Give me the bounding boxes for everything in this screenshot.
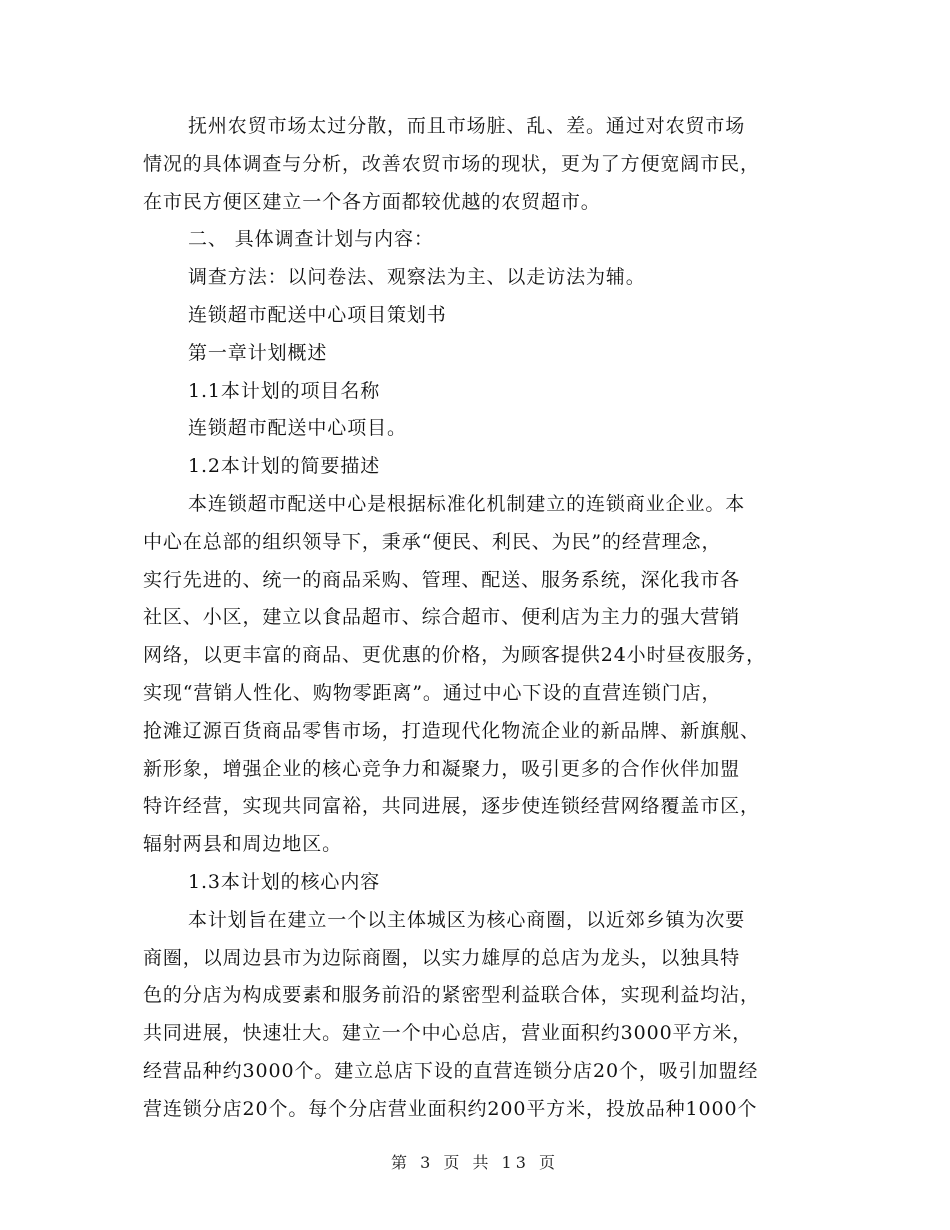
text-line: 实行先进的、统一的商品采购、管理、配送、服务系统，深化我市各 (143, 568, 741, 591)
text-line: 第一章计划概述 (188, 341, 328, 364)
text-line: 特许经营，实现共同富裕，共同进展，逐步使连锁经营网络覆盖市区， (143, 795, 760, 818)
text-line: 营连锁分店20个。每个分店营业面积约200平方米，投放品种1000个 (143, 1097, 758, 1120)
text-line: 1.3本计划的核心内容 (188, 870, 381, 893)
text-line: 社区、小区，建立以食品超市、综合超市、便利店为主力的强大营销 (143, 606, 741, 629)
text-line: 情况的具体调查与分析，改善农贸市场的现状，更为了方便宽阔市民， (143, 152, 760, 175)
text-line: 实现“营销人性化、购物零距离”。通过中心下设的直营连锁门店， (143, 681, 722, 704)
text-line: 本计划旨在建立一个以主体城区为核心商圈，以近郊乡镇为次要 (188, 908, 746, 931)
text-line: 本连锁超市配送中心是根据标准化机制建立的连锁商业企业。本 (188, 492, 746, 515)
text-line: 抢滩辽源百货商品零售市场，打造现代化物流企业的新品牌、新旗舰、 (143, 719, 760, 742)
text-line: 1.1本计划的项目名称 (188, 379, 381, 402)
text-line: 网络，以更丰富的商品、更优惠的价格，为顾客提供24小时昼夜服务， (143, 644, 766, 667)
text-line: 连锁超市配送中心项目。 (188, 417, 407, 440)
text-line: 调查方法：以问卷法、观察法为主、以走访法为辅。 (188, 266, 646, 289)
text-line: 中心在总部的组织领导下，秉承“便民、利民、为民”的经营理念， (143, 530, 722, 553)
text-line: 二、 具体调查计划与内容： (188, 228, 434, 251)
text-line: 抚州农贸市场太过分散，而且市场脏、乱、差。通过对农贸市场 (188, 115, 746, 137)
text-line: 新形象，增强企业的核心竞争力和凝聚力，吸引更多的合作伙伴加盟 (143, 757, 741, 780)
text-line: 色的分店为构成要素和服务前沿的紧密型利益联合体，实现利益均沾， (143, 984, 760, 1007)
text-line: 在市民方便区建立一个各方面都较优越的农贸超市。 (143, 190, 601, 213)
document-body (143, 108, 813, 1129)
text-line: 连锁超市配送中心项目策划书 (188, 303, 447, 326)
text-line: 辐射两县和周边地区。 (143, 833, 343, 856)
text-line: 1.2本计划的简要描述 (188, 455, 381, 478)
text-line: 经营品种约3000个。建立总店下设的直营连锁分店20个，吸引加盟经 (143, 1059, 759, 1082)
text-line: 商圈，以周边县市为边际商圈，以实力雄厚的总店为龙头，以独具特 (143, 946, 741, 969)
text-line: 共同进展，快速壮大。建立一个中心总店，营业面积约3000平方米， (143, 1022, 753, 1045)
page-footer: 第 3 页 共 13 页 (391, 1153, 559, 1172)
